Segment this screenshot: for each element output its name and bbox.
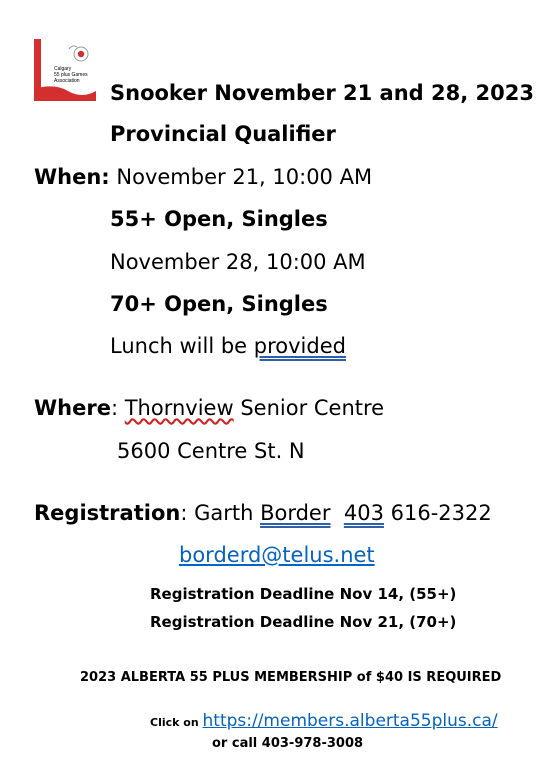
membership-link-line <box>150 711 498 731</box>
email-link[interactable]: borderd@telus.net <box>179 543 375 567</box>
membership-url-link[interactable]: https://members.alberta55plus.ca/ <box>202 711 498 731</box>
membership-requirement: 2023 ALBERTA 55 PLUS MEMBERSHIP of $40 IS REQUIRED <box>80 670 502 685</box>
call-phone-note: or call 403-978-3008 <box>212 736 364 751</box>
where-label: Where <box>34 396 111 420</box>
venue-name-word: Thornview <box>124 396 234 420</box>
event-category-1: 55+ Open, Singles <box>110 207 328 231</box>
registration-colon: : Garth <box>180 501 261 525</box>
registration-section <box>34 501 492 525</box>
phone-number-rest: 616-2322 <box>383 501 492 525</box>
lunch-prefix: Lunch will be <box>110 334 254 358</box>
where-section <box>34 396 384 420</box>
when-date-1: November 21, 10:00 AM <box>116 165 373 189</box>
lunch-word: provided <box>253 334 346 358</box>
logo-text-1: Calgary <box>54 66 72 72</box>
event-subtitle: Provincial Qualifier <box>110 122 336 146</box>
contact-spacer <box>330 501 343 525</box>
deadline-55: Registration Deadline Nov 14, (55+) <box>150 585 457 603</box>
logo-text-2: 55 plus Games <box>54 72 88 78</box>
registration-label: Registration <box>34 501 181 525</box>
when-section <box>34 165 372 189</box>
event-category-2: 70+ Open, Singles <box>110 292 328 316</box>
event-title: Snooker November 21 and 28, 2023 <box>110 81 534 105</box>
association-logo <box>34 39 96 101</box>
venue-address: 5600 Centre St. N <box>117 439 305 463</box>
deadline-70: Registration Deadline Nov 21, (70+) <box>150 613 457 631</box>
where-colon: : <box>110 396 125 420</box>
contact-surname: Border <box>260 501 331 525</box>
logo-mark-icon <box>34 39 96 101</box>
phone-area-code: 403 <box>343 501 384 525</box>
lunch-note <box>110 334 346 358</box>
when-date-2: November 28, 10:00 AM <box>110 250 366 274</box>
venue-name-rest: Senior Centre <box>233 396 385 420</box>
click-on-label: Click on <box>150 716 203 729</box>
when-label: When: <box>34 165 110 189</box>
logo-text-3: Association <box>54 78 80 84</box>
